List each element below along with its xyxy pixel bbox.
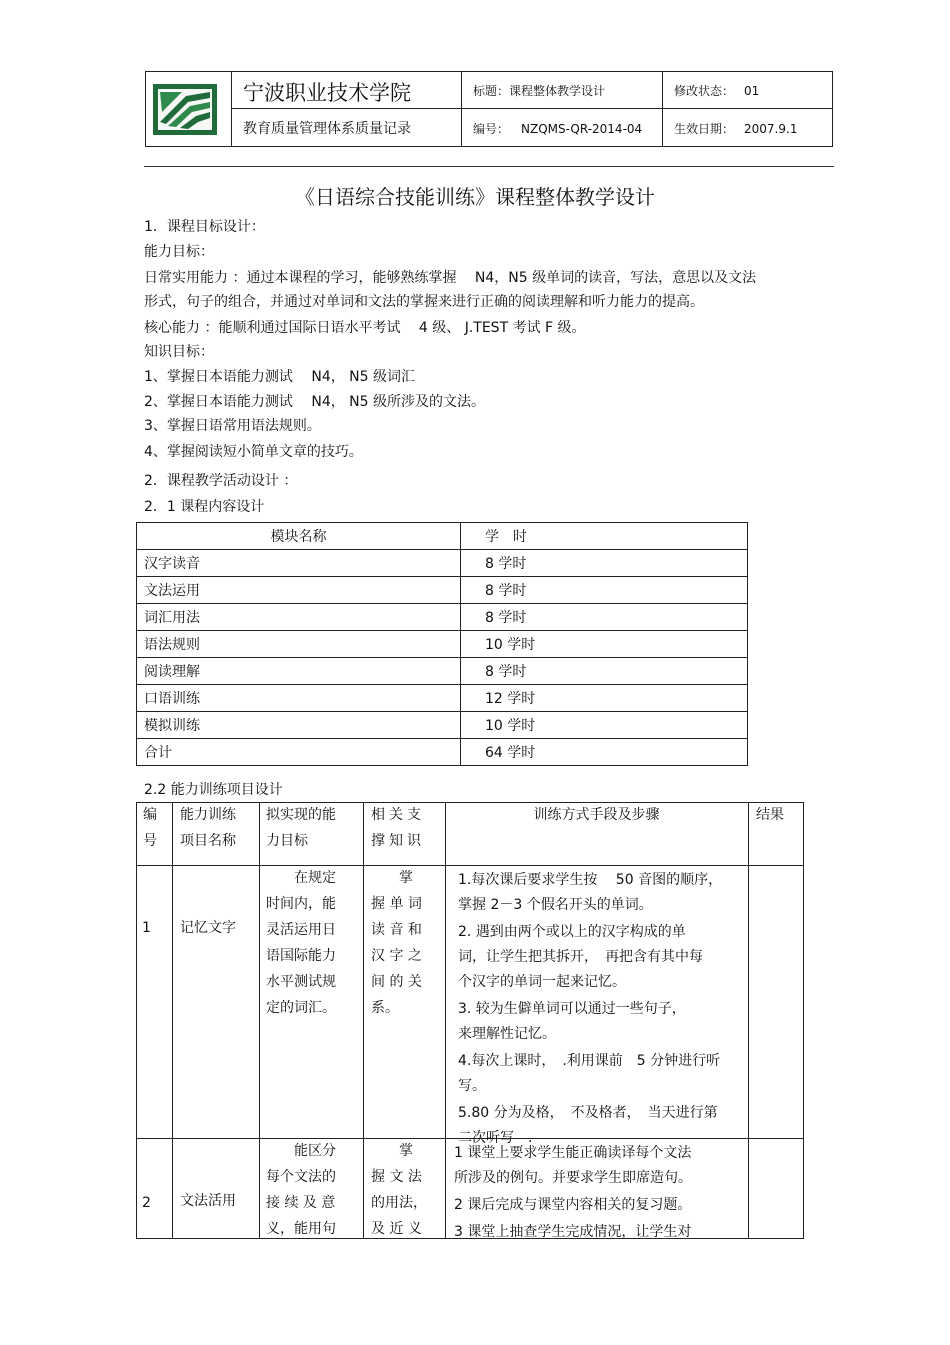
record-type: 教育质量管理体系质量记录 (243, 121, 411, 137)
document-title: 《日语综合技能训练》课程整体教学设计 (295, 185, 655, 209)
code-value: NZQMS-QR-2014-04 (521, 122, 643, 136)
table-cell: 64 学时 (461, 739, 748, 766)
row-1-goal: 在规定 时间内，能 灵活运用日 语国际能力 水平测试规 定的词汇。 (266, 870, 336, 1016)
revision-field (674, 82, 759, 99)
table-row (137, 604, 748, 631)
header-no: 编号 (143, 807, 157, 849)
row-2-knowledge: 掌 握 文 法 的用法， 及 近 义 (371, 1143, 427, 1237)
paragraph-line: 日常实用能力 ：通过本课程的学习，能够熟练掌握 N4，N5 级单词的读音，写法，意思以及文法 (144, 270, 757, 286)
code-label: 编号： (473, 122, 510, 136)
header-knowledge: 相关支撑知识 (371, 807, 425, 849)
table-cell: 10 学时 (461, 631, 748, 658)
revision-value: 01 (744, 84, 760, 98)
knowledge-goal-heading: 知识目标： (144, 344, 214, 360)
section-21-heading: 2．1 课程内容设计 (144, 499, 265, 515)
school-logo (146, 72, 232, 146)
table-cell: 12 学时 (461, 685, 748, 712)
section-1-heading: 1．课程目标设计： (144, 219, 265, 235)
date-label: 生效日期： (674, 122, 735, 136)
ability-goal-heading: 能力目标： (144, 244, 214, 260)
section-22-heading: 2.2 能力训练项目设计 (144, 782, 283, 798)
paragraph-line: 核心能力 ：能顺利通过国际日语水平考试 4 级、 J.TEST 考试 F 级。 (144, 320, 586, 336)
list-item: 3、掌握日语常用语法规则。 (144, 418, 321, 434)
table-header-row (137, 523, 748, 550)
row-2-name: 文法活用 (180, 1193, 236, 1209)
document-header (145, 71, 833, 147)
table-cell: 模拟训练 (137, 712, 461, 739)
header-ability-goal: 拟实现的能力目标 (266, 807, 336, 849)
date-value: 2007.9.1 (744, 122, 798, 136)
row-1-no: 1 (142, 920, 151, 936)
table-cell: 8 学时 (461, 577, 748, 604)
paragraph-line: 形式，句子的组合，并通过对单词和文法的掌握来进行正确的阅读理解和听力能力的提高。 (144, 294, 704, 310)
table-cell: 8 学时 (461, 658, 748, 685)
header-rule (144, 166, 834, 167)
table-cell: 语法规则 (137, 631, 461, 658)
table-row (137, 739, 748, 766)
table-header-cell: 学 时 (461, 523, 748, 550)
table-header-cell: 模块名称 (137, 523, 461, 550)
table-cell: 口语训练 (137, 685, 461, 712)
table-cell: 汉字读音 (137, 550, 461, 577)
table-row (137, 631, 748, 658)
row-2-goal: 能区分 每个文法的 接 续 及 意 义，能用句 (266, 1143, 336, 1237)
list-item: 1、掌握日本语能力测试 N4， N5 级词汇 (144, 369, 416, 385)
table-cell: 文法运用 (137, 577, 461, 604)
list-item: 2、掌握日本语能力测试 N4， N5 级所涉及的文法。 (144, 394, 486, 410)
table-row (137, 577, 748, 604)
table-row (137, 550, 748, 577)
row-1-steps: 1.每次课后要求学生按 50 音图的顺序， 掌握 2－3 个假名开头的单词。 2. 遇到由两个或以上的汉字构成的单 词，让学生把其拆开， 再把含有其中每 个汉字的单词一起来记忆。 3. 较为生僻单词可以通过一些句子， 来理解性记忆。 4.每次上课时， .利用课前 5 分钟进行听 写。 5.80 分为及格， 不及格者， 当天进行第 二次听写 . (458, 872, 723, 1146)
list-item: 4、掌握阅读短小简单文章的技巧。 (144, 444, 363, 460)
table-cell: 8 学时 (461, 604, 748, 631)
row-1-knowledge: 掌 握 单 词 读 音 和 汉 字 之 间 的 关 系。 (371, 870, 422, 1016)
table-cell: 合计 (137, 739, 461, 766)
table-row (137, 712, 748, 739)
row-2-steps: 1 课堂上要求学生能正确读译每个文法 所涉及的例句。并要求学生即席造句。 2 课后完成与课堂内容相关的复习题。 3 课堂上抽查学生完成情况，让学生对 (454, 1145, 692, 1240)
revision-label: 修改状态： (674, 84, 735, 98)
table-cell: 8 学时 (461, 550, 748, 577)
table-cell: 10 学时 (461, 712, 748, 739)
row-2-no: 2 (142, 1195, 151, 1211)
header-steps: 训练方式手段及步骤 (533, 807, 660, 823)
table-row (137, 685, 748, 712)
section-2-heading: 2．课程教学活动设计 ： (144, 473, 298, 489)
table-cell: 词汇用法 (137, 604, 461, 631)
row-1-name: 记忆文字 (180, 920, 236, 936)
header-result: 结果 (756, 807, 784, 823)
title-label: 标题：课程整体教学设计 (473, 84, 606, 98)
table-row (137, 658, 748, 685)
code-field (473, 120, 642, 137)
header-project-name: 能力训练项目名称 (180, 807, 236, 849)
table-cell: 阅读理解 (137, 658, 461, 685)
content-design-table (136, 522, 748, 766)
training-project-table (136, 802, 804, 1239)
school-name: 宁波职业技术学院 (243, 81, 411, 105)
date-field (674, 120, 797, 137)
